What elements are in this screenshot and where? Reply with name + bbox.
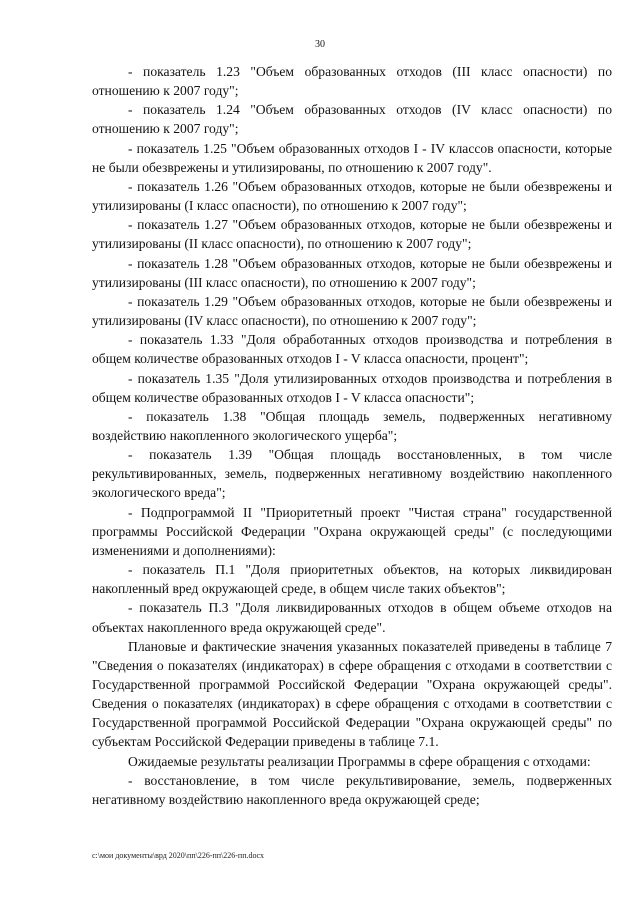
paragraph-indicator-1-24: - показатель 1.24 "Объем образованных отходов (IV класс опасности) по отношению к 2007 году"; bbox=[92, 102, 612, 137]
paragraph-planned-values: Плановые и фактические значения указанных показателей приведены в таблице 7 "Сведения о показателях (индикаторах) в сфере обращения с отходами в соответствии с Государственной программой Российской Федерации "Охрана окружающей среды". Сведения о показателях (индикаторах) в сфере обращения с отходами в соответствии с Государственной программой Российской Федерации "Охрана окружающей среды" по субъектам Российской Федерации приведены в таблице 7.1. bbox=[92, 638, 612, 750]
document-body bbox=[92, 62, 612, 809]
paragraph-indicator-p3: - показатель П.3 "Доля ликвидированных отходов в общем объеме отходов на объектах накопленного вреда окружающей среде". bbox=[92, 600, 612, 635]
paragraph-indicator-1-28: - показатель 1.28 "Объем образованных отходов, которые не были обезврежены и утилизированы (III класс опасности), по отношению к 2007 году"; bbox=[92, 255, 612, 290]
page-number: 30 bbox=[315, 39, 325, 50]
paragraph-expected-results: Ожидаемые результаты реализации Программы в сфере обращения с отходами: bbox=[128, 753, 591, 769]
paragraph-indicator-1-33: - показатель 1.33 "Доля обработанных отходов производства и потребления в общем количестве образованных отходов I - V класса опасности, процент"; bbox=[92, 332, 612, 367]
paragraph-indicator-1-27: - показатель 1.27 "Объем образованных отходов, которые не были обезврежены и утилизированы (II класс опасности), по отношению к 2007 году"; bbox=[92, 217, 612, 252]
paragraph-indicator-1-35: - показатель 1.35 "Доля утилизированных отходов производства и потребления в общем количестве образованных отходов I - V класса опасности"; bbox=[92, 370, 612, 405]
paragraph-indicator-1-25: - показатель 1.25 "Объем образованных отходов I - IV классов опасности, которые не были обезврежены и утилизированы, по отношению к 2007 году". bbox=[92, 140, 612, 175]
paragraph-indicator-1-39: - показатель 1.39 "Общая площадь восстановленных, в том числе рекультивированных, земель, подверженных негативному воздействию накопленного экологического вреда"; bbox=[92, 447, 612, 501]
paragraph-subprogram-2: - Подпрограммой II "Приоритетный проект "Чистая страна" государственной программы Российской Федерации "Охрана окружающей среды" (с последующими изменениями и дополнениями): bbox=[92, 504, 612, 558]
paragraph-indicator-p1: - показатель П.1 "Доля приоритетных объектов, на которых ликвидирован накопленный вред окружающей среде, в общем числе таких объектов"; bbox=[92, 562, 612, 597]
paragraph-indicator-1-26: - показатель 1.26 "Объем образованных отходов, которые не были обезврежены и утилизированы (I класс опасности), по отношению к 2007 году"; bbox=[92, 178, 612, 214]
footer-file-path: c:\мои документы\врд 2020\пп\226-пп\226-пп.docx bbox=[92, 851, 265, 860]
paragraph-indicator-1-29: - показатель 1.29 "Объем образованных отходов, которые не были обезврежены и утилизированы (IV класс опасности), по отношению к 2007 году"; bbox=[92, 293, 612, 329]
paragraph-indicator-1-23: - показатель 1.23 "Объем образованных отходов (III класс опасности) по отношению к 2007 году"; bbox=[92, 64, 612, 99]
paragraph-land-restoration: - восстановление, в том числе рекультивирование, земель, подверженных негативному воздействию накопленного вреда окружающей среде; bbox=[92, 772, 612, 807]
paragraph-indicator-1-38: - показатель 1.38 "Общая площадь земель, подверженных негативному воздействию накопленного экологического ущерба"; bbox=[92, 408, 612, 443]
